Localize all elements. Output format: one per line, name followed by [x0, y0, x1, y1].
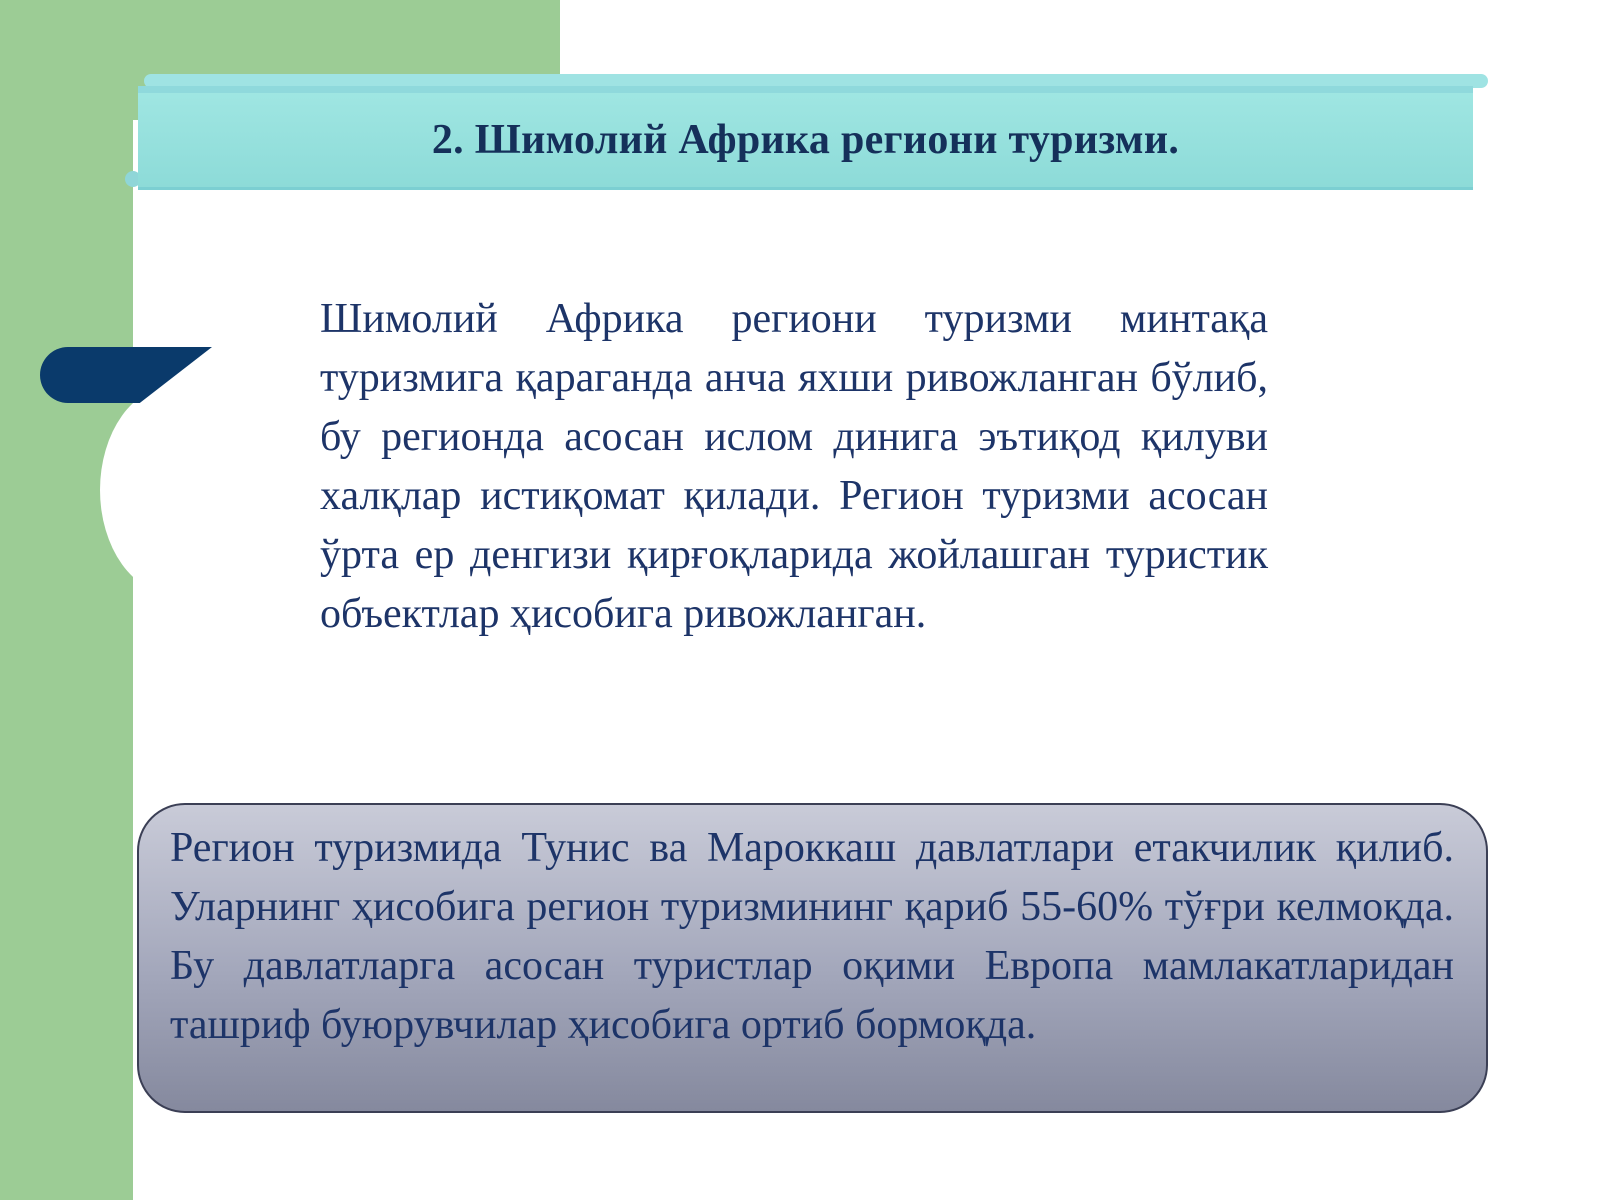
info-box	[137, 803, 1488, 1113]
info-box-text: Регион туризмида Тунис ва Мароккаш давлатлари етакчилик қилиб. Уларнинг ҳисобига регион туризмининг қариб 55-60% тўғри келмоқда. Бу давлатларга асосан туристлар оқими Европа мамлакатларидан ташриф буюрувчилар ҳисобига ортиб бормоқда.	[170, 825, 1454, 1048]
slide-title: 2. Шимолий Африка региони туризми.	[431, 117, 1180, 163]
main-paragraph: Шимолий Африка региони туризми минтақа туризмига қараганда анча яхши ривожланган бўлиб, бу регионда асосан ислом динига эътиқод қилуви халқлар истиқомат қилади. Регион туризми асосан ўрта ер денгизи қирғоқларида жойлашган туристик объектлар ҳисобига ривожланган.	[320, 296, 1268, 637]
green-background-left	[0, 0, 133, 1200]
title-banner	[138, 86, 1473, 190]
decorative-white-shape	[100, 385, 250, 595]
